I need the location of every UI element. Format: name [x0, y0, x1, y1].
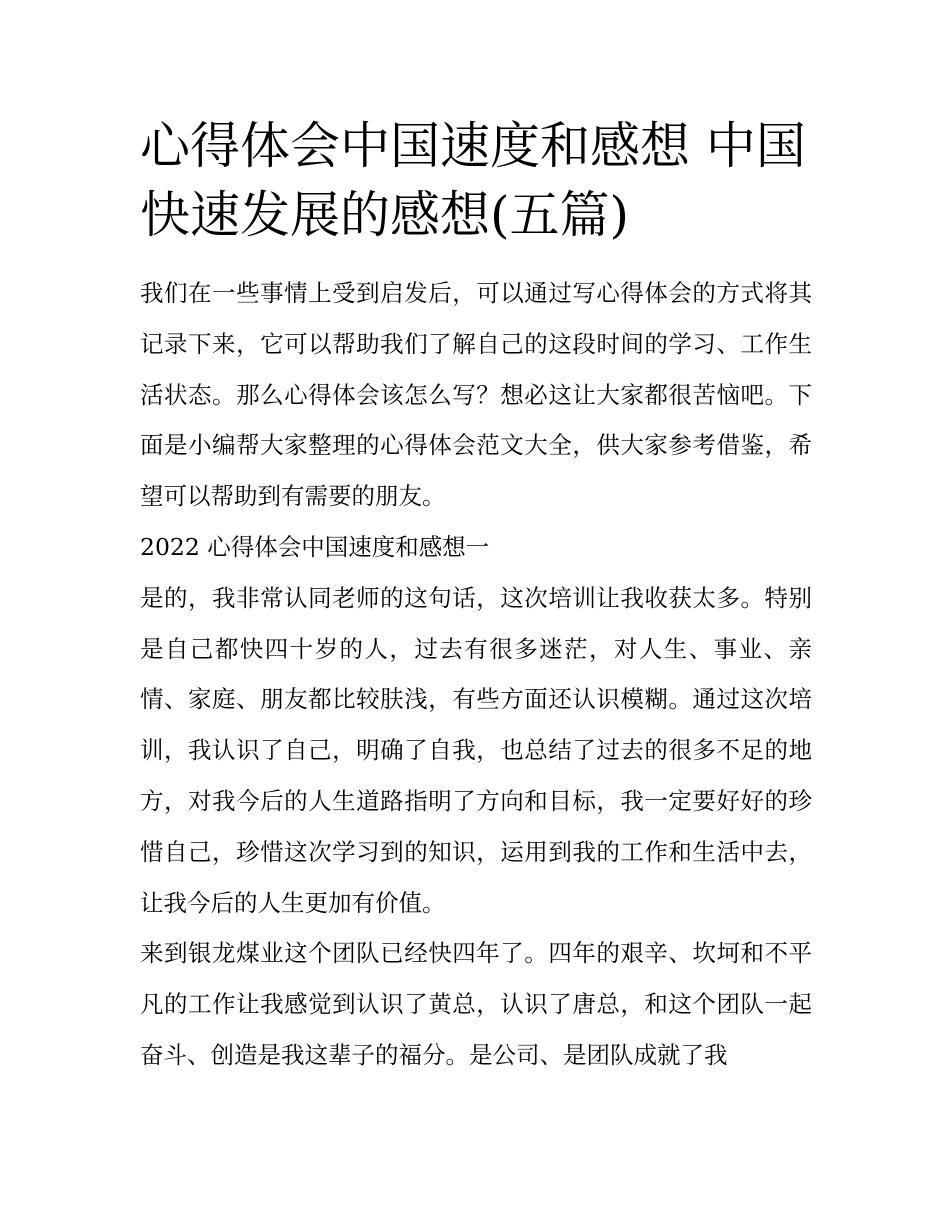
intro-paragraph: 我们在一些事情上受到启发后，可以通过写心得体会的方式将其记录下来，它可以帮助我们了解自己的这段时间的学习、工作生活状态。那么心得体会该怎么写？想必这让大家都很苦恼吧。下面是小编帮大家整理的心得体会范文大全，供大家参考借鉴，希望可以帮助到有需要的朋友。 [140, 279, 812, 511]
document-page [140, 112, 812, 1081]
section-heading: 2022 心得体会中国速度和感想一 [140, 532, 490, 561]
document-title: 心得体会中国速度和感想 中国快速发展的感想(五篇) [140, 117, 806, 244]
body-paragraph: 是的，我非常认同老师的这句话，这次培训让我收获太多。特别是自己都快四十岁的人，过去有很多迷茫，对人生、事业、亲情、家庭、朋友都比较肤浅，有些方面还认识模糊。通过这次培训，我认识了自己，明确了自我，也总结了过去的很多不足的地方，对我今后的人生道路指明了方向和目标，我一定要好好的珍惜自己，珍惜这次学习到的知识，运用到我的工作和生活中去，让我今后的人生更加有价值。 [140, 583, 812, 917]
document-body [140, 268, 812, 1081]
body-paragraph: 来到银龙煤业这个团队已经快四年了。四年的艰辛、坎坷和不平凡的工作让我感觉到认识了黄总，认识了唐总，和这个团队一起奋斗、创造是我这辈子的福分。是公司、是团队成就了我 [140, 939, 812, 1069]
